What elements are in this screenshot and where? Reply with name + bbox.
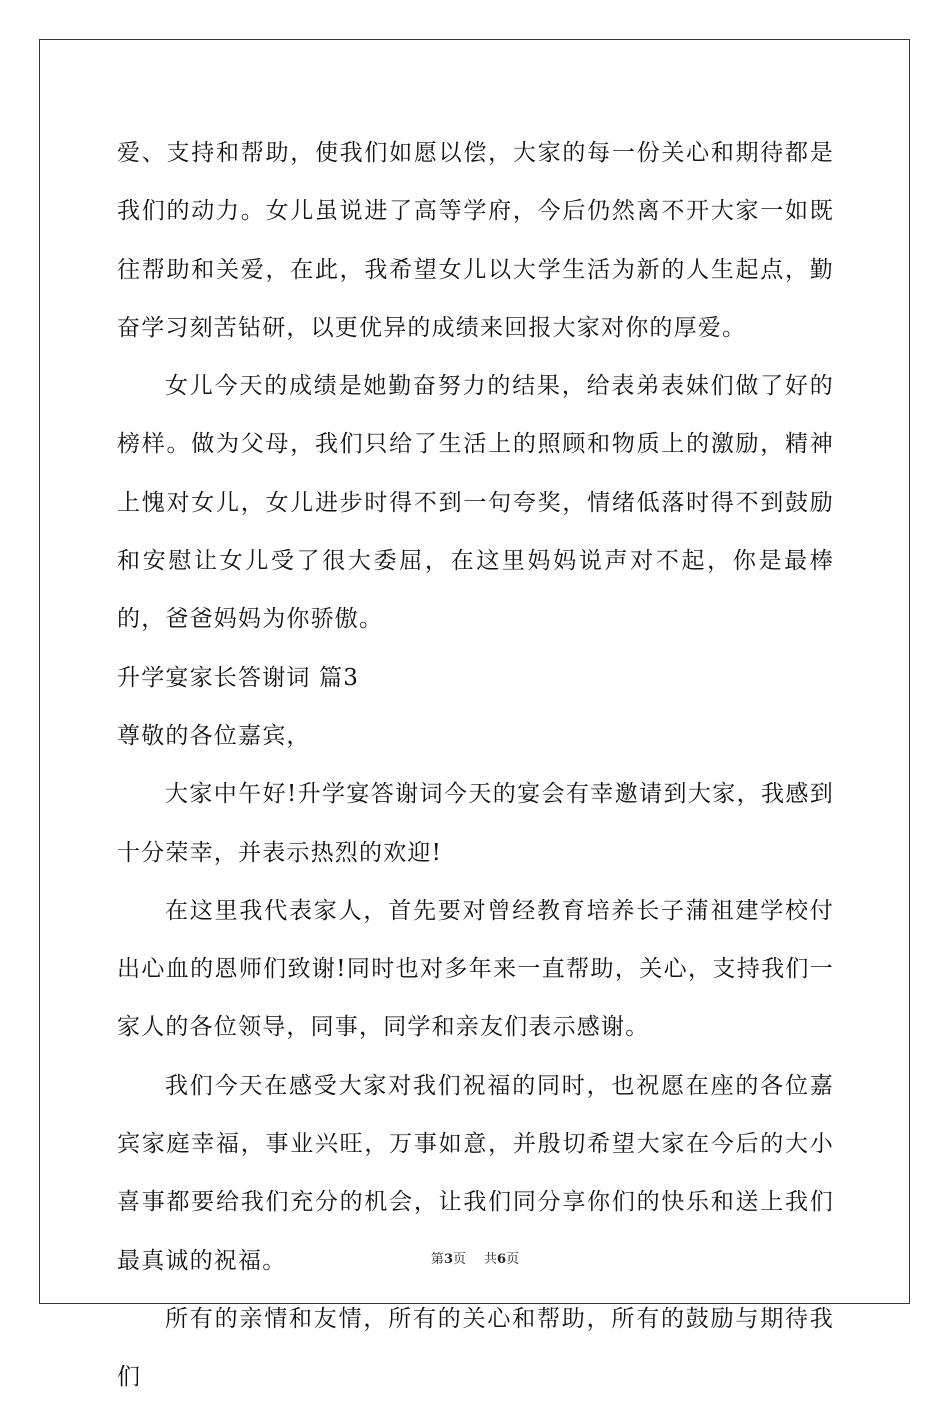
section-heading: 升学宴家长答谢词 篇3 — [117, 664, 360, 691]
paragraph-2: 女儿今天的成绩是她勤奋努力的结果，给表弟表妹们做了好的榜样。做为父母，我们只给了生活上的照顾和物质上的激励，精神上愧对女儿，女儿进步时得不到一句夸奖，情绪低落时得不到鼓励和安慰让女儿受了很大委屈，在这里妈妈说声对不起，你是最棒的，爸爸妈妈为你骄傲。 — [117, 373, 834, 633]
page-total: 6 — [497, 1252, 507, 1267]
document-body — [117, 124, 834, 1407]
total-prefix: 共 — [484, 1252, 498, 1267]
page-prefix: 第 — [430, 1252, 444, 1267]
page-current: 3 — [443, 1252, 453, 1267]
salutation: 尊敬的各位嘉宾， — [117, 722, 311, 749]
paragraph-4: 在这里我代表家人，首先要对曾经教育培养长子蒲祖建学校付出心血的恩师们致谢!同时也对多年来一直帮助，关心，支持我们一家人的各位领导，同事，同学和亲友们表示感谢。 — [117, 897, 834, 1041]
paragraph-3: 大家中午好!升学宴答谢词今天的宴会有幸邀请到大家，我感到十分荣幸，并表示热烈的欢迎! — [117, 781, 834, 866]
total-suffix: 页 — [506, 1252, 520, 1267]
paragraph-5: 我们今天在感受大家对我们祝福的同时，也祝愿在座的各位嘉宾家庭幸福，事业兴旺，万事如意，并殷切希望大家在今后的大小喜事都要给我们充分的机会，让我们同分享你们的快乐和送上我们最真诚的祝福。 — [117, 1072, 834, 1274]
page-suffix: 页 — [452, 1252, 466, 1267]
paragraph-6: 所有的亲情和友情，所有的关心和帮助，所有的鼓励与期待我们 — [117, 1305, 834, 1391]
page-footer — [0, 1248, 950, 1267]
paragraph-1: 爱、支持和帮助，使我们如愿以偿，大家的每一份关心和期待都是我们的动力。女儿虽说进了高等学府，今后仍然离不开大家一如既往帮助和关爱，在此，我希望女儿以大学生活为新的人生起点，勤奋学习刻苦钻研，以更优异的成绩来回报大家对你的厚爱。 — [117, 140, 834, 341]
